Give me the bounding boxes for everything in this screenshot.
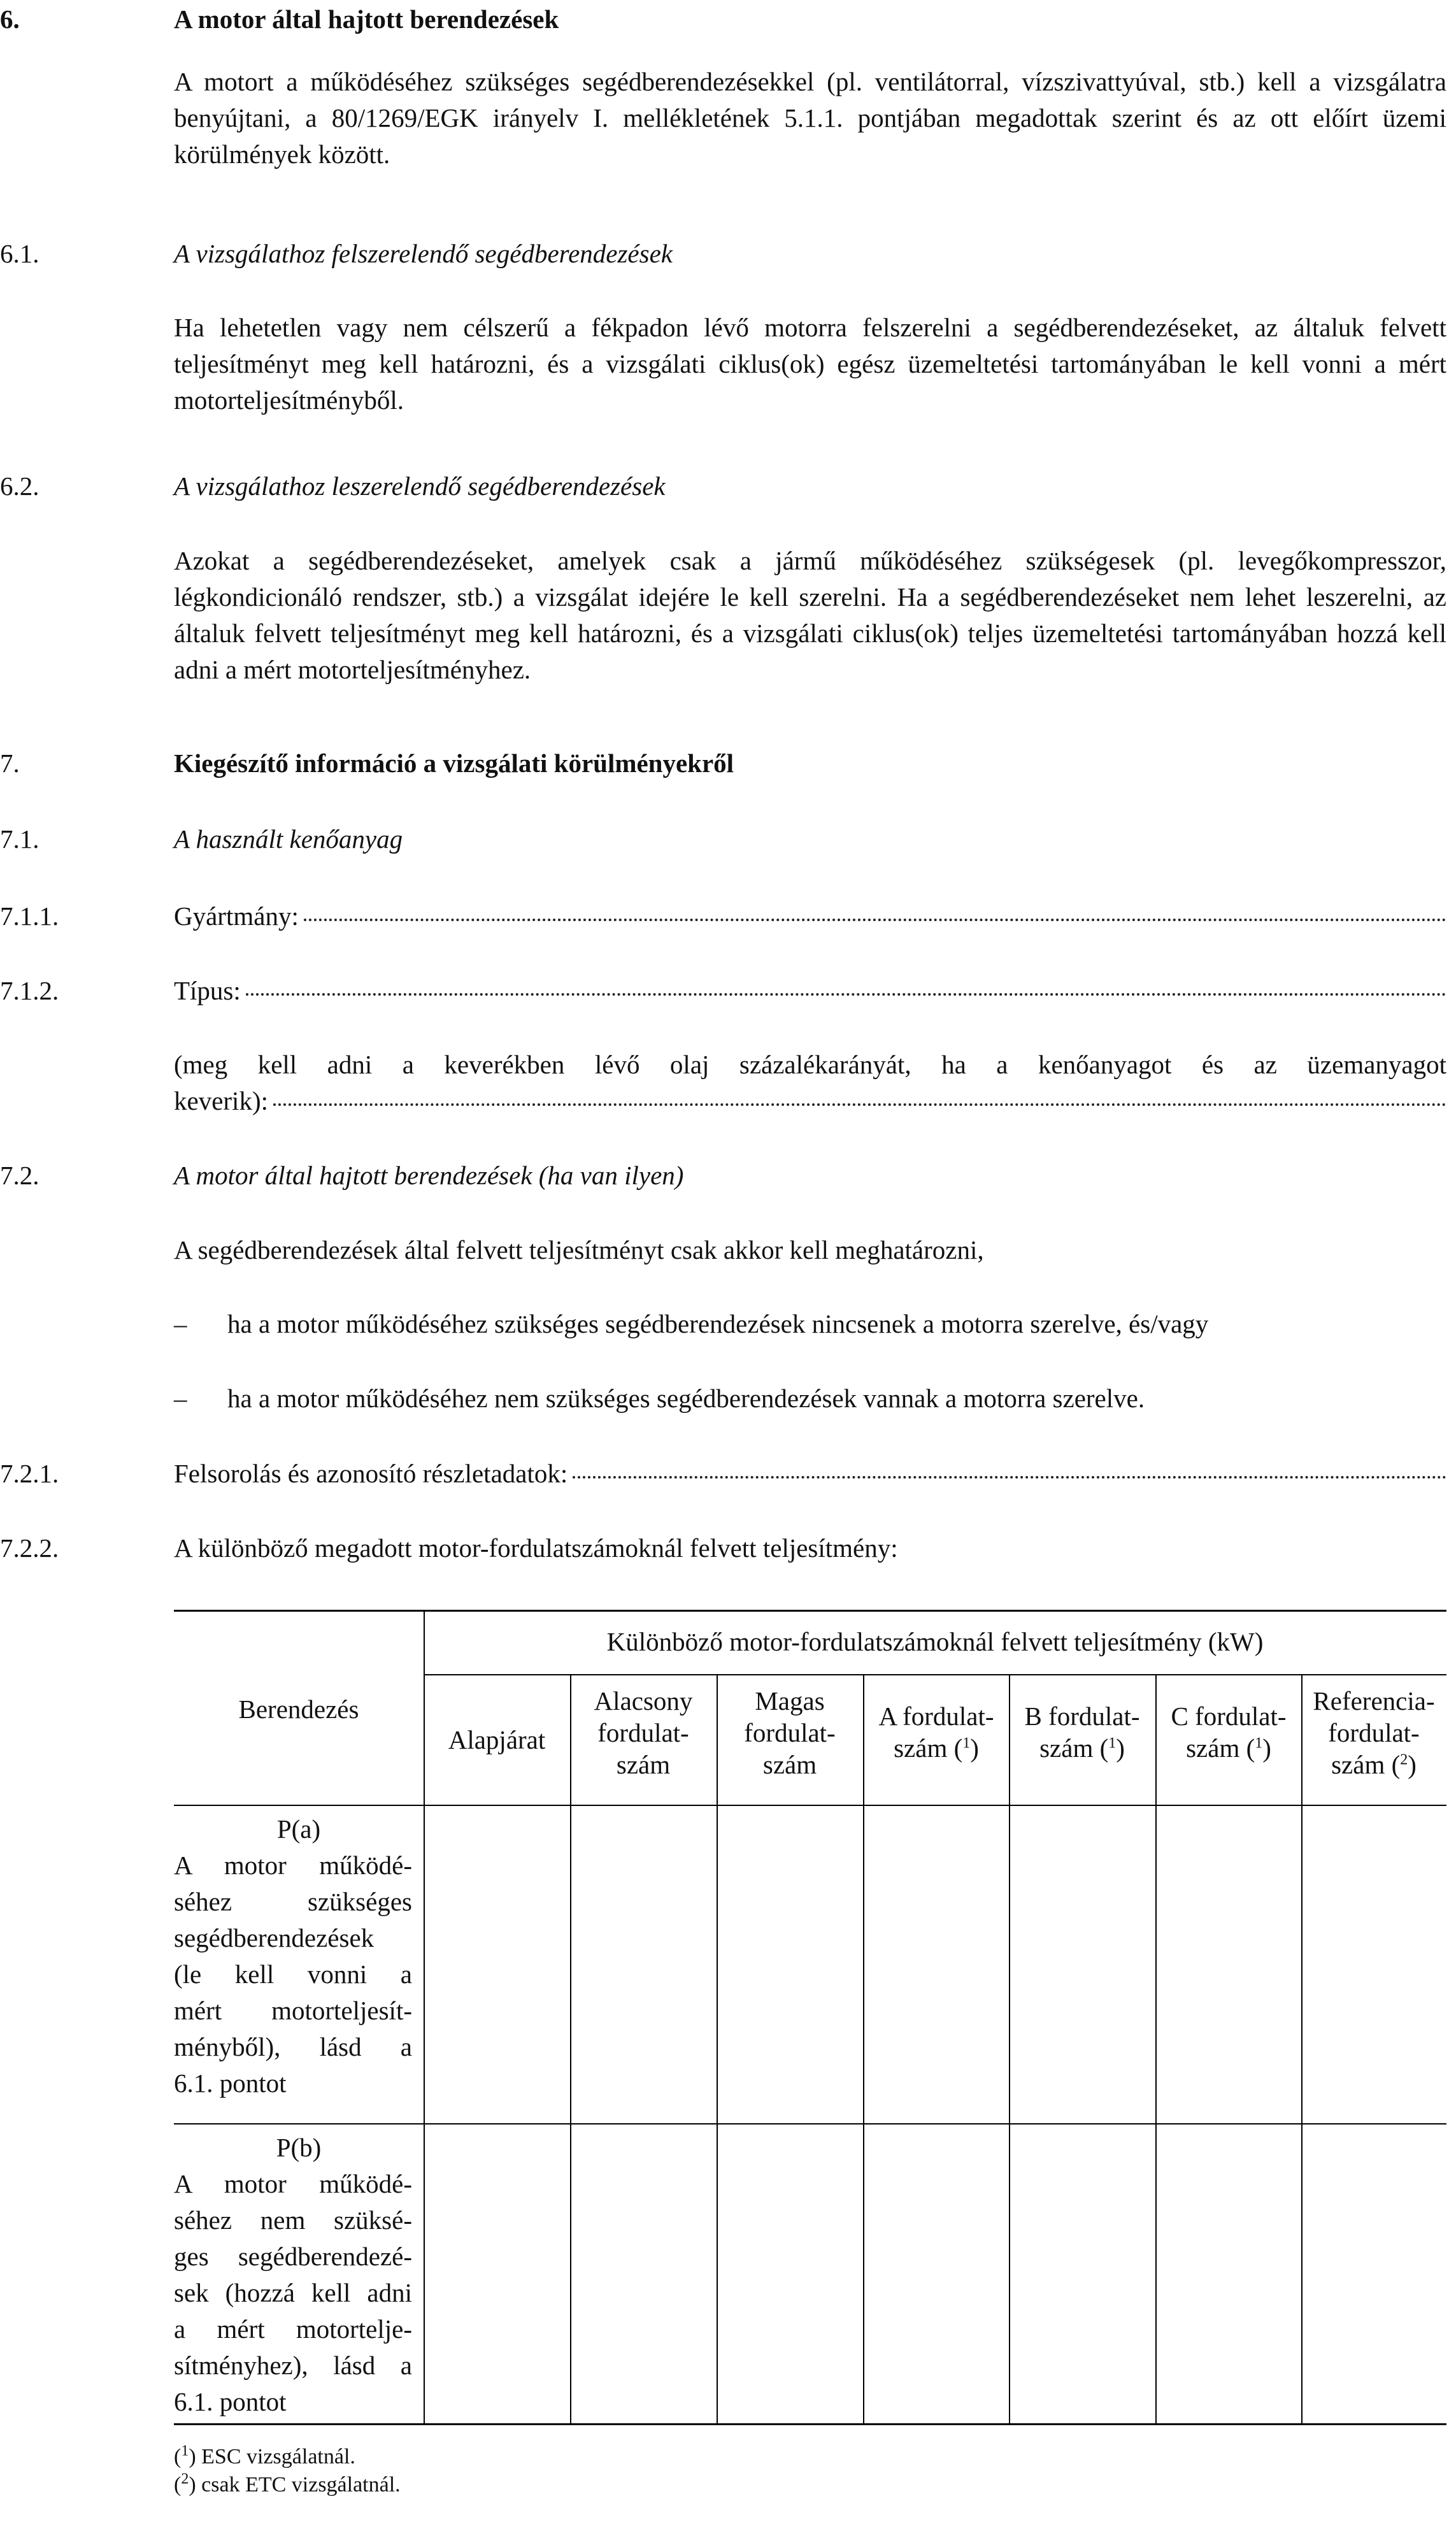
section-number: 7. xyxy=(0,749,20,778)
section-number: 7.2. xyxy=(0,1161,39,1190)
section-number: 7.1.2. xyxy=(0,976,59,1005)
section-number: 7.2.2. xyxy=(0,1533,59,1563)
list-dash: – xyxy=(174,1384,187,1413)
section-title: A különböző megadott motor-fordulatszámoknál felvett teljesítmény: xyxy=(174,1533,898,1563)
table-rule xyxy=(1009,1674,1010,2425)
column-header-speed-c xyxy=(1155,1700,1302,1764)
equipment-list-field xyxy=(174,1456,1446,1492)
section-number: 6.2. xyxy=(0,471,39,501)
row-description-line: séhez szükséges xyxy=(174,1887,412,1916)
row-description-line: séhez nem szüksé- xyxy=(174,2205,412,2235)
column-header-reference-speed xyxy=(1301,1685,1446,1780)
row-description-line: 6.1. pontot xyxy=(174,2068,287,2098)
list-item: ha a motor működéséhez nem szükséges segédberendezések vannak a motorra szerelve. xyxy=(227,1384,1145,1413)
row-code: P(a) xyxy=(276,1814,321,1844)
header-line xyxy=(863,1732,1010,1764)
section-title: A motor által hajtott berendezések xyxy=(174,4,559,34)
header-text: szám ( xyxy=(1039,1733,1109,1763)
header-text: ) xyxy=(1408,1750,1417,1779)
header-line: Magas xyxy=(755,1686,825,1716)
row-description-line: ményből), lásd a xyxy=(174,2032,412,2061)
section-title: Kiegészítő információ a vizsgálati körülményekről xyxy=(174,749,734,778)
header-line: fordulat- xyxy=(597,1718,689,1747)
section-title: A motor által hajtott berendezések (ha van ilyen) xyxy=(174,1161,684,1190)
header-line xyxy=(1009,1732,1155,1764)
row-code: P(b) xyxy=(276,2133,322,2162)
table-rule xyxy=(424,1674,1446,1675)
table-border-bottom xyxy=(174,2423,1446,2425)
header-text: szám ( xyxy=(1331,1750,1401,1779)
row-description-line: a mért motortelje- xyxy=(174,2314,412,2344)
fill-in-dotted-line xyxy=(246,987,1446,996)
table-rule xyxy=(570,1674,571,2425)
fill-in-dotted-line xyxy=(304,912,1446,921)
column-header-low-speed xyxy=(570,1685,717,1780)
field-label: Felsorolás és azonosító részletadatok: xyxy=(174,1459,568,1488)
oil-note-field xyxy=(174,1083,1446,1119)
table-row-pb xyxy=(174,2130,424,2420)
header-line: Referencia- xyxy=(1313,1686,1435,1716)
power-absorbed-table xyxy=(174,1610,1446,2425)
footnote-1 xyxy=(174,2443,355,2471)
header-text: szám ( xyxy=(1186,1733,1255,1763)
column-header-idle: Alapjárat xyxy=(448,1725,546,1754)
section-6-1-paragraph: Ha lehetetlen vagy nem célszerű a fékpadon lévő motorra felszerelni a segédberendezéseket, az általuk felvett teljesítményt meg kell határozni, és a vizsgálati ciklus(ok) egész üzemeltetési tartományában le kell vonni a mért motorteljesítményből. xyxy=(174,313,1446,415)
header-line: szám xyxy=(762,1750,817,1779)
column-group-header: Különböző motor-fordulatszámoknál felvett teljesítmény (kW) xyxy=(606,1627,1264,1656)
footnote-number: 1 xyxy=(181,2442,189,2460)
header-line: C fordulat- xyxy=(1171,1702,1287,1731)
footnote-marker: ($^1$) xyxy=(174,2442,196,2468)
header-line xyxy=(1301,1749,1446,1780)
header-line xyxy=(1155,1732,1302,1764)
footnote-marker: ($^2$) xyxy=(174,2470,196,2497)
section-number: 6. xyxy=(0,4,20,34)
manufacturer-field xyxy=(174,898,1446,935)
section-7-2-paragraph: A segédberendezések által felvett teljesítményt csak akkor kell meghatározni, xyxy=(174,1235,984,1265)
section-6-paragraph: A motort a működéséhez szükséges segédberendezésekkel (pl. ventilátorral, vízszivattyúval, stb.) kell a vizsgálatra benyújtani, a 80/1269/EGK irányelv I. mellékletének 5.1.1. pontjában megadottak szerint és az ott előírt üzemi körülmények között. xyxy=(174,67,1446,169)
header-line: szám xyxy=(616,1750,671,1779)
section-title: A használt kenőanyag xyxy=(174,824,403,854)
header-line: fordulat- xyxy=(744,1718,836,1747)
field-label: Típus: xyxy=(174,976,241,1005)
list-item: ha a motor működéséhez szükséges segédberendezések nincsenek a motorra szerelve, és/vagy xyxy=(227,1309,1209,1338)
header-line: B fordulat- xyxy=(1024,1702,1140,1731)
table-rule xyxy=(863,1674,864,2425)
table-rule xyxy=(174,1805,1446,1806)
footnote-text: ESC vizsgálatnál. xyxy=(201,2445,355,2468)
footnote-ref: 2 xyxy=(1400,1751,1408,1768)
column-header-speed-b xyxy=(1009,1700,1155,1764)
header-text: ) xyxy=(970,1733,979,1763)
table-rule xyxy=(1301,1674,1303,2425)
fill-in-dotted-line xyxy=(273,1097,1446,1106)
footnote-number: 2 xyxy=(181,2470,189,2488)
field-label: keverik): xyxy=(174,1086,268,1115)
header-line: fordulat- xyxy=(1328,1718,1420,1747)
section-title: A vizsgálathoz leszerelendő segédberendezések xyxy=(174,471,666,501)
row-description-line: A motor működé- xyxy=(174,1851,412,1880)
header-text: ) xyxy=(1116,1733,1125,1763)
section-number: 7.1. xyxy=(0,824,39,854)
footnote-ref: 1 xyxy=(1108,1735,1117,1752)
table-rule xyxy=(174,2123,1446,2124)
table-rule xyxy=(1155,1674,1157,2425)
header-text: szám ( xyxy=(894,1733,963,1763)
row-description-line: sítményhez), lásd a xyxy=(174,2351,412,2380)
field-label: Gyártmány: xyxy=(174,901,299,931)
row-description-line: segédberendezések xyxy=(174,1923,375,1952)
footnote-ref: 1 xyxy=(962,1735,971,1752)
row-description-line: sek (hozzá kell adni xyxy=(174,2278,412,2307)
section-number: 6.1. xyxy=(0,239,39,268)
column-header-speed-a xyxy=(863,1700,1010,1764)
section-number: 7.1.1. xyxy=(0,901,59,931)
fill-in-dotted-line xyxy=(573,1470,1446,1479)
table-rule xyxy=(717,1674,718,2425)
type-field xyxy=(174,973,1446,1009)
row-description-line: 6.1. pontot xyxy=(174,2387,287,2416)
section-6-2-paragraph: Azokat a segédberendezéseket, amelyek csak a jármű működéséhez szükségesek (pl. levegőkompresszor, légkondicionáló rendszer, stb.) a vizsgálat idejére le kell szerelni. Ha a segédberendezéseket nem lehet leszerelni, az általuk felvett teljesítményt meg kell határozni, és a vizsgálati ciklus(ok) teljes üzemeltetési tartományában hozzá kell adni a mért motorteljesítményhez. xyxy=(174,546,1446,684)
header-line: A fordulat- xyxy=(878,1702,994,1731)
header-text: ) xyxy=(1262,1733,1271,1763)
section-title: A vizsgálathoz felszerelendő segédberendezések xyxy=(174,239,673,268)
row-description-line: ges segédberendezé- xyxy=(174,2242,412,2271)
footnote-2 xyxy=(174,2471,401,2499)
row-description-line: A motor működé- xyxy=(174,2169,412,2198)
table-row-pa xyxy=(174,1811,424,2102)
column-header-equipment: Berendezés xyxy=(238,1694,359,1724)
header-line: Alacsony xyxy=(594,1686,693,1716)
table-border-top xyxy=(174,1610,1446,1612)
list-dash: – xyxy=(174,1309,187,1338)
row-description-line: mért motorteljesít- xyxy=(174,1996,412,2025)
oil-note: (meg kell adni a keverékben lévő olaj százalékarányát, ha a kenőanyagot és az üzemanyagot xyxy=(174,1050,1446,1079)
footnote-ref: 1 xyxy=(1255,1735,1263,1752)
column-header-high-speed xyxy=(717,1685,863,1780)
row-description-line: (le kell vonni a xyxy=(174,1960,412,1989)
footnote-text: csak ETC vizsgálatnál. xyxy=(201,2473,401,2497)
section-number: 7.2.1. xyxy=(0,1459,59,1488)
